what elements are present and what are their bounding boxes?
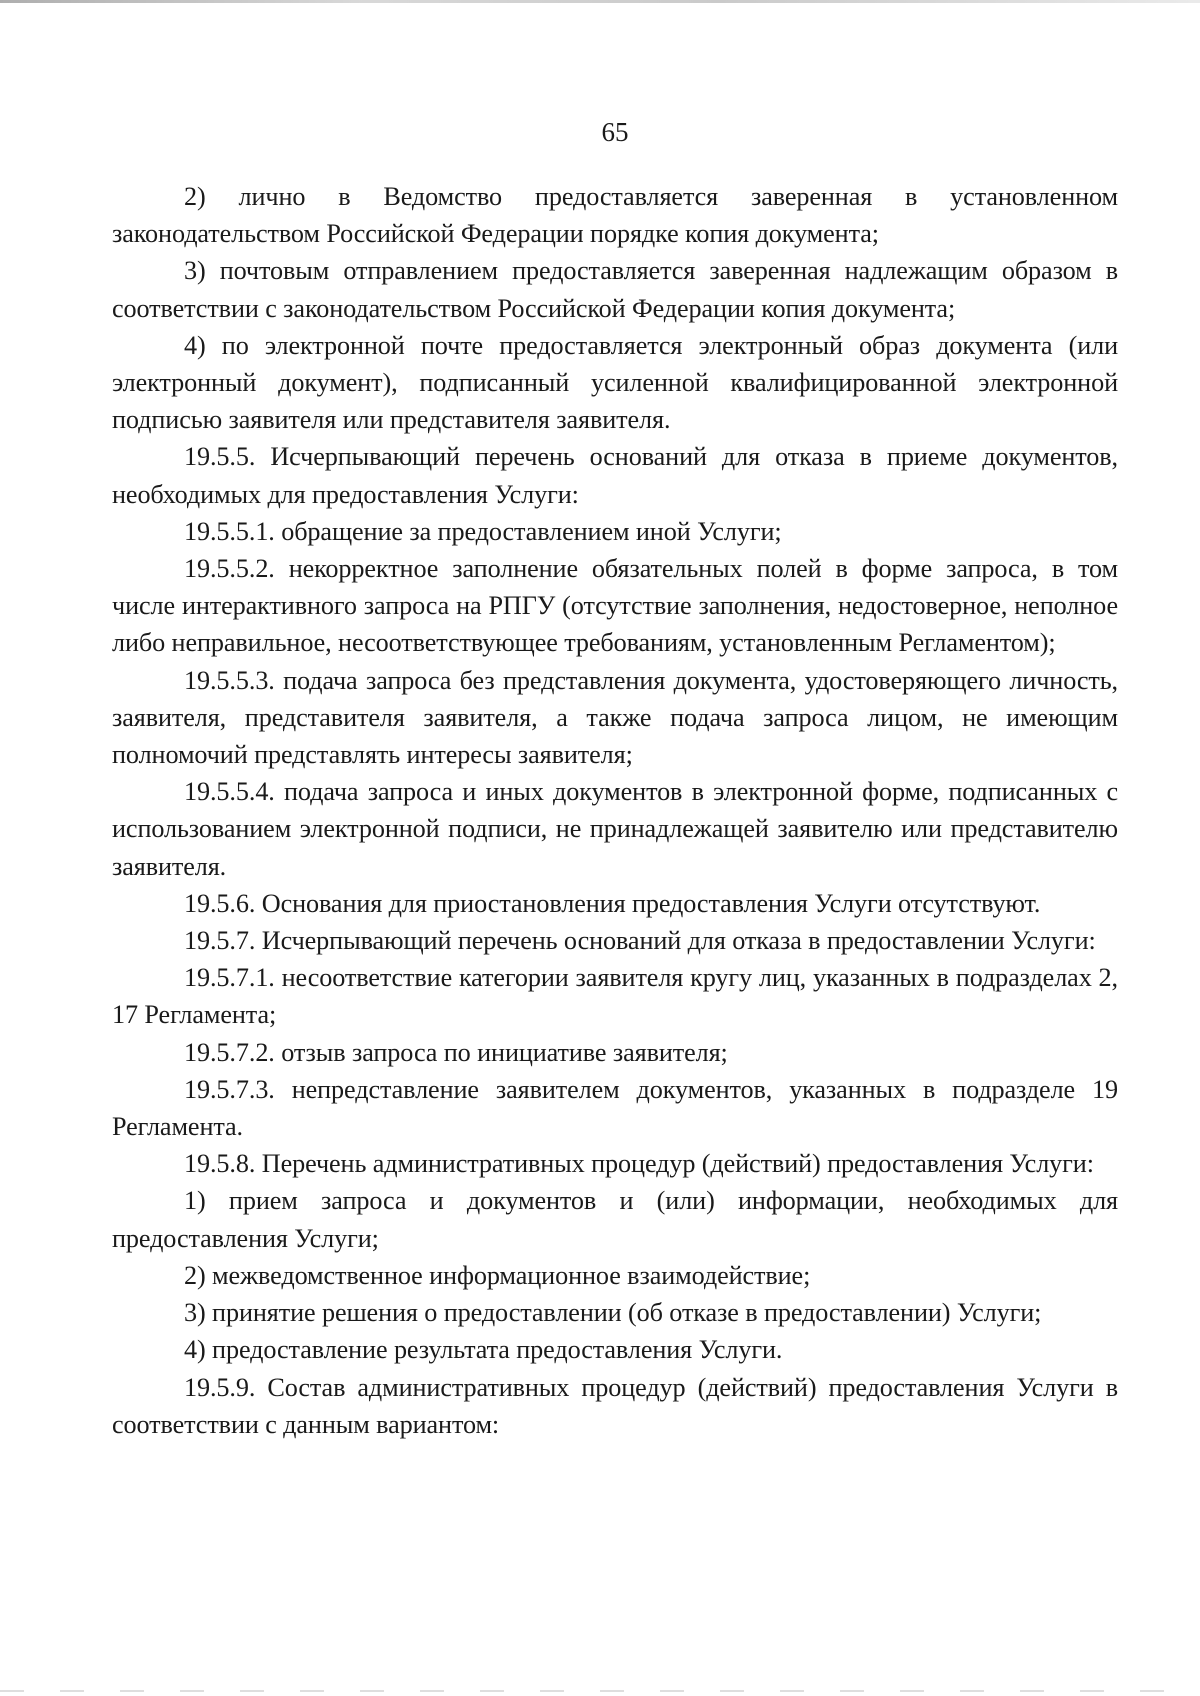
list-item-procedure-4: 4) предоставление результата предоставления Услуги. — [184, 1335, 783, 1365]
list-item-procedure-2: 2) межведомственное информационное взаимодействие; — [184, 1260, 811, 1290]
page-number: 65 — [601, 117, 629, 147]
paragraph-19-5-5-1: 19.5.5.1. обращение за предоставлением иной Услуги; — [184, 516, 782, 546]
paragraph-19-5-7-3: 19.5.7.3. непредставление заявителем документов, указанных в подразделе 19 Регламента. — [112, 1074, 1118, 1142]
paragraph-19-5-5-3: 19.5.5.3. подача запроса без представления документа, удостоверяющего личность, заявителя, представителя заявителя, а также подача запроса лицом, не имеющим полномочий представлять интересы заявителя; — [112, 665, 1118, 770]
paragraph-19-5-7: 19.5.7. Исчерпывающий перечень оснований для отказа в предоставлении Услуги: — [184, 926, 1096, 956]
list-item-procedure-1: 1) прием запроса и документов и (или) информации, необходимых для предоставления Услуги; — [112, 1186, 1118, 1253]
paragraph-submission-by-email: 4) по электронной почте предоставляется электронный образ документа (или электронный документ), подписанный усиленной квалифицированной электронной подписью заявителя или представителя заявителя. — [112, 330, 1118, 435]
paragraph-submission-in-person: 2) лично в Ведомство предоставляется заверенная в установленном законодательством Российской Федерации порядке копия документа; — [112, 182, 1118, 249]
paragraph-submission-by-mail: 3) почтовым отправлением предоставляется заверенная надлежащим образом в соответствии с законодательством Российской Федерации копия документа; — [112, 256, 1118, 323]
paragraph-19-5-9: 19.5.9. Состав административных процедур (действий) предоставления Услуги в соответствии с данным вариантом: — [112, 1372, 1118, 1439]
list-item-procedure-3: 3) принятие решения о предоставлении (об отказе в предоставлении) Услуги; — [184, 1298, 1042, 1328]
document-body — [112, 178, 1118, 1443]
paragraph-19-5-8: 19.5.8. Перечень административных процедур (действий) предоставления Услуги: — [184, 1149, 1094, 1179]
paragraph-19-5-5: 19.5.5. Исчерпывающий перечень оснований для отказа в приеме документов, необходимых для предоставления Услуги: — [112, 442, 1118, 509]
paragraph-19-5-7-1: 19.5.7.1. несоответствие категории заявителя кругу лиц, указанных в подразделах 2, 17 Регламента; — [112, 963, 1118, 1030]
paragraph-19-5-6: 19.5.6. Основания для приостановления предоставления Услуги отсутствуют. — [184, 888, 1041, 918]
paragraph-19-5-5-4: 19.5.5.4. подача запроса и иных документов в электронной форме, подписанных с использованием электронной подписи, не принадлежащей заявителю или представителю заявителя. — [112, 777, 1118, 881]
scan-bottom-edge — [0, 1690, 1200, 1692]
paragraph-19-5-7-2: 19.5.7.2. отзыв запроса по инициативе заявителя; — [184, 1037, 728, 1067]
scan-top-edge — [0, 0, 1200, 3]
paragraph-19-5-5-2: 19.5.5.2. некорректное заполнение обязательных полей в форме запроса, в том числе интерактивного запроса на РПГУ (отсутствие заполнения, недостоверное, неполное либо неправильное, несоответствующее требованиям, установленным Регламентом); — [112, 554, 1118, 658]
